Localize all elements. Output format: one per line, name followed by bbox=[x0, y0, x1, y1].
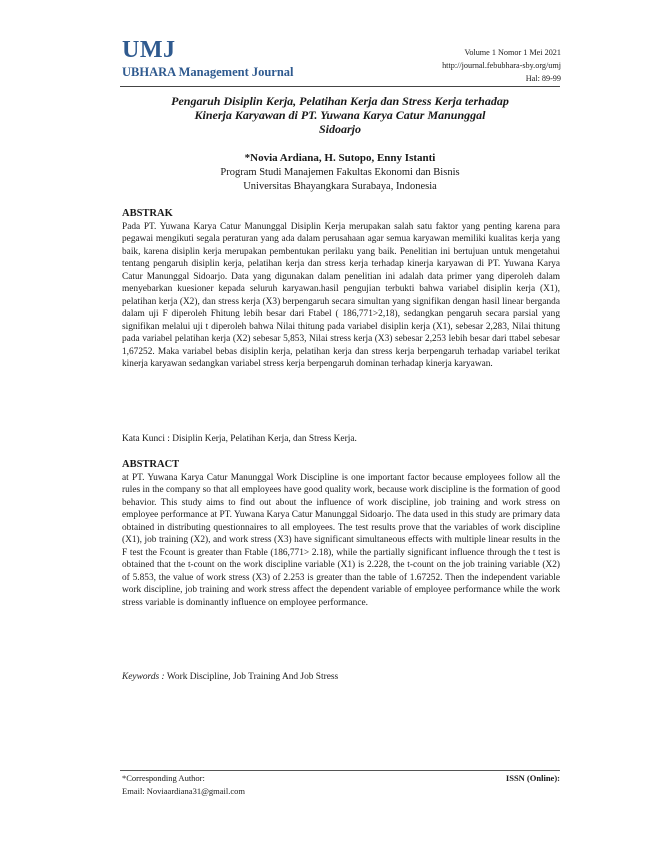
footer-divider bbox=[120, 770, 560, 771]
title-line: Kinerja Karyawan di PT. Yuwana Karya Catur Manunggal bbox=[194, 108, 486, 122]
title-line: Pengaruh Disiplin Kerja, Pelatihan Kerja dan Stress Kerja terhadap bbox=[171, 94, 509, 108]
abstrak-text: Pada PT. Yuwana Karya Catur Manunggal Disiplin Kerja merupakan salah satu faktor yang penting karena para pegawai mengikuti segala peraturan yang ada dalam perusahaan agar semua karyawan memiliki kualitas kerja yang baik, karena disiplin kerja merupakan pembentukan perilaku yang baik. Penelitian ini bertujuan untuk mengetahui tentang pengaruh disiplin kerja, pelatihan kerja dan stress kerja terhadap kinerja karyawan di PT. Yuwana Karya Catur Manunggal Sidoarjo. Data yang digunakan dalam penelitian ini adalah data primer yang diperoleh dalam menyebarkan kuesioner kepada seluruh karyawan.hasil pengujian terbukti bahwa variabel disiplin kerja (X1), pelatihan kerja (X2), dan stress kerja (X3) berpengaruh secara simultan yang signifikan dengan hasil linear berganda dalam uji F diperoleh Fhitung lebih besar dari Ftabel ( 186,771>2,18), sedangkan pengaruh secara parsial yang signifikan melalui uji t diperoleh bahwa Nilai thitung pada variabel disiplin kerja (X1), sebesar 2,283, Nilai thitung pada variabel pelatihan kerja (X2) sebesar 5,853, Nilai stress kerja (X3) sebesar 2,253 lebih besar dari ttabel sebesar 1,67252. Maka variabel bebas disiplin kerja, pelatihan kerja dan stress kerja berpengaruh terhadap variabel terikat kinerja karyawan sedangkan variabel stress kerja berpengaruh dominan terhadap kinerja karyawan. bbox=[122, 222, 560, 369]
keywords-label: Keywords : bbox=[122, 672, 165, 682]
abstract-heading: ABSTRACT bbox=[122, 459, 180, 470]
authors: *Novia Ardiana, H. Sutopo, Enny Istanti bbox=[244, 152, 436, 164]
keywords-value: Work Discipline, Job Training And Job Stress bbox=[166, 672, 339, 682]
affiliation-line: Program Studi Manajemen Fakultas Ekonomi dan Bisnis bbox=[220, 167, 460, 178]
affiliation-line: Universitas Bhayangkara Surabaya, Indonesia bbox=[243, 181, 437, 192]
title-line: Sidoarjo bbox=[318, 122, 361, 136]
abstrak-keywords: Kata Kunci : Disiplin Kerja, Pelatihan Kerja, dan Stress Kerja. bbox=[122, 434, 357, 444]
journal-url[interactable]: http://journal.febubhara-sby.org/umj bbox=[442, 61, 561, 70]
corresponding-author bbox=[122, 772, 245, 798]
page-range: Hal: 89-99 bbox=[525, 74, 561, 83]
journal-meta bbox=[442, 46, 561, 85]
journal-name: UBHARA Management Journal bbox=[122, 65, 294, 79]
abstrak-heading: ABSTRAK bbox=[122, 208, 173, 219]
logo-umj-text: UMJ bbox=[122, 37, 176, 63]
header-divider bbox=[120, 86, 560, 87]
issn: ISSN (Online): bbox=[505, 773, 560, 783]
abstract-text: at PT. Yuwana Karya Catur Manunggal Work Discipline is one important factor because employees follow all the rules in the company so that all employees have good quality work, because work discipline is the formation of good behavior. This study aims to find out about the influence of work discipline, job training and work stress on employee performance at PT. Yuwana Karya Catur Manunggal Sidoarjo. The data used in this study are primary data obtained in distributing questionnaires to all employees. The test results prove that the variables of work discipline (X1), job training (X2), and work stress (X3) have significant simultaneous effects with multiple linear results in the F test the Fcount is greater than Ftable (186,771> 2.18), while the partially significant influence through the t test is obtained that the t-count on the work discipline variable (X1) is 2.228, the t-count on the job training variable (X2) of 5.853, the value of work stress (X3) of 2.253 is greater than the table of 1.67252. Then the independent variable work discipline, job training and work stress affect the dependent variable of employee performance while the work stress variable is dominantly influence on employee performance. bbox=[122, 473, 560, 608]
author-email[interactable]: Email: Noviaardiana31@gmail.com bbox=[122, 786, 246, 796]
volume-info: Volume 1 Nomor 1 Mei 2021 bbox=[464, 48, 561, 57]
article-title bbox=[120, 94, 560, 136]
affiliation bbox=[120, 166, 560, 194]
abstract-keywords bbox=[122, 671, 560, 683]
corresponding-label: *Corresponding Author: bbox=[122, 773, 205, 783]
